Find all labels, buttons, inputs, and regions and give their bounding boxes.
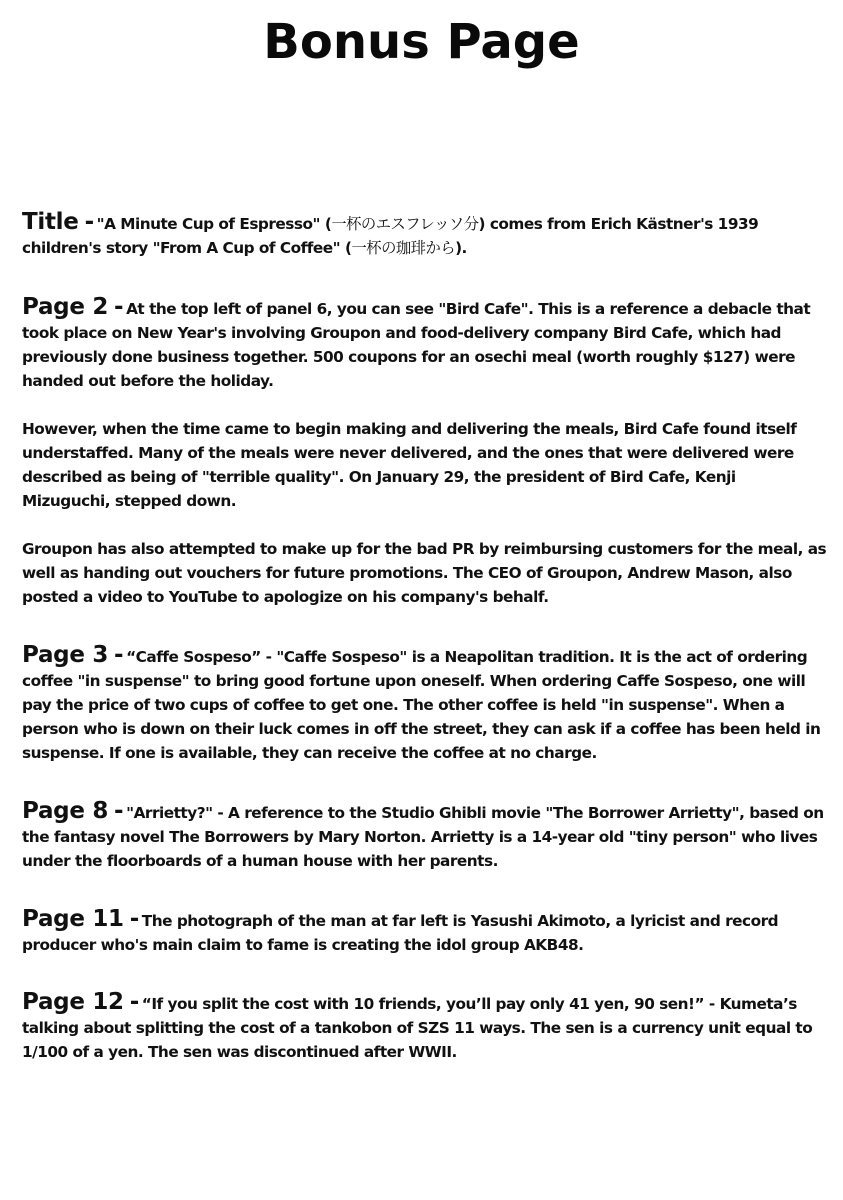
note-page-12 xyxy=(22,990,827,1064)
note-title xyxy=(22,210,827,260)
note-title-paragraph xyxy=(22,210,827,260)
note-label: Page 11 xyxy=(22,906,124,932)
note-separator: - xyxy=(114,294,124,320)
note-label: Page 8 xyxy=(22,798,109,824)
note-label: Page 3 xyxy=(22,642,109,668)
note-label: Page 2 xyxy=(22,294,109,320)
note-text: The photograph of the man at far left is Yasushi Akimoto, a lyricist and record producer who's main claim to fame is creating the idol group AKB48. xyxy=(22,912,779,954)
note-paragraph xyxy=(22,537,827,609)
note-page-3 xyxy=(22,643,827,765)
note-text: "Arrietty?" - A reference to the Studio Ghibli movie "The Borrower Arrietty", based on the fantasy novel The Borrowers by Mary Norton. Arrietty is a 14-year old "tiny person" who lives under the floorboards of a human house with her parents. xyxy=(22,804,824,870)
japanese-title: 一杯の珈琲から xyxy=(351,239,456,257)
note-text: However, when the time came to begin making and delivering the meals, Bird Cafe found itself understaffed. Many of the meals were never delivered, and the ones that were delivered were described as being of "terrible quality". On January 29, the president of Bird Cafe, Kenji Mizuguchi, stepped down. xyxy=(22,420,797,510)
note-text: “Caffe Sospeso” - "Caffe Sospeso" is a Neapolitan tradition. It is the act of ordering coffee "in suspense" to bring good fortune upon oneself. When ordering Caffe Sospeso, one will pay the price of two cups of coffee to get one. The other coffee is held "in suspense". When a person who is down on their luck comes in off the street, they can ask if a coffee has been held in suspense. If one is available, they can receive the coffee at no charge. xyxy=(22,648,821,762)
note-paragraph xyxy=(22,643,827,765)
note-text: At the top left of panel 6, you can see "Bird Cafe". This is a reference a debacle that took place on New Year's involving Groupon and food-delivery company Bird Cafe, which had previously done business together. 500 coupons for an osechi meal (worth roughly $127) were handed out before the holiday. xyxy=(22,300,811,390)
note-separator: - xyxy=(114,798,124,824)
note-text: ). xyxy=(455,239,467,257)
page-title: Bonus Page xyxy=(263,14,580,70)
note-separator: - xyxy=(129,906,139,932)
note-paragraph xyxy=(22,907,827,957)
note-text: ) comes from Erich Kästner's 1939 children's story "From A Cup of Coffee" ( xyxy=(22,215,759,257)
note-paragraph xyxy=(22,295,827,393)
note-paragraph xyxy=(22,990,827,1064)
note-paragraph xyxy=(22,799,827,873)
japanese-title: 一杯のエスフレッソ分 xyxy=(331,215,479,233)
note-separator: - xyxy=(129,989,139,1015)
note-text: "A Minute Cup of Espresso" ( xyxy=(96,215,332,233)
note-page-11 xyxy=(22,907,827,957)
note-label: Title xyxy=(22,209,79,235)
note-page-8 xyxy=(22,799,827,873)
note-separator: - xyxy=(84,209,94,235)
note-label: Page 12 xyxy=(22,989,124,1015)
note-separator: - xyxy=(114,642,124,668)
note-paragraph xyxy=(22,417,827,513)
note-page-2 xyxy=(22,295,827,609)
note-text: “If you split the cost with 10 friends, you’ll pay only 41 yen, 90 sen!” - Kumeta’s talking about splitting the cost of a tankobon of SZS 11 ways. The sen is a currency unit equal to 1/100 of a yen. The sen was discontinued after WWII. xyxy=(22,995,813,1061)
note-text: Groupon has also attempted to make up for the bad PR by reimbursing customers for the meal, as well as handing out vouchers for future promotions. The CEO of Groupon, Andrew Mason, also posted a video to YouTube to apologize on his company's behalf. xyxy=(22,540,827,606)
